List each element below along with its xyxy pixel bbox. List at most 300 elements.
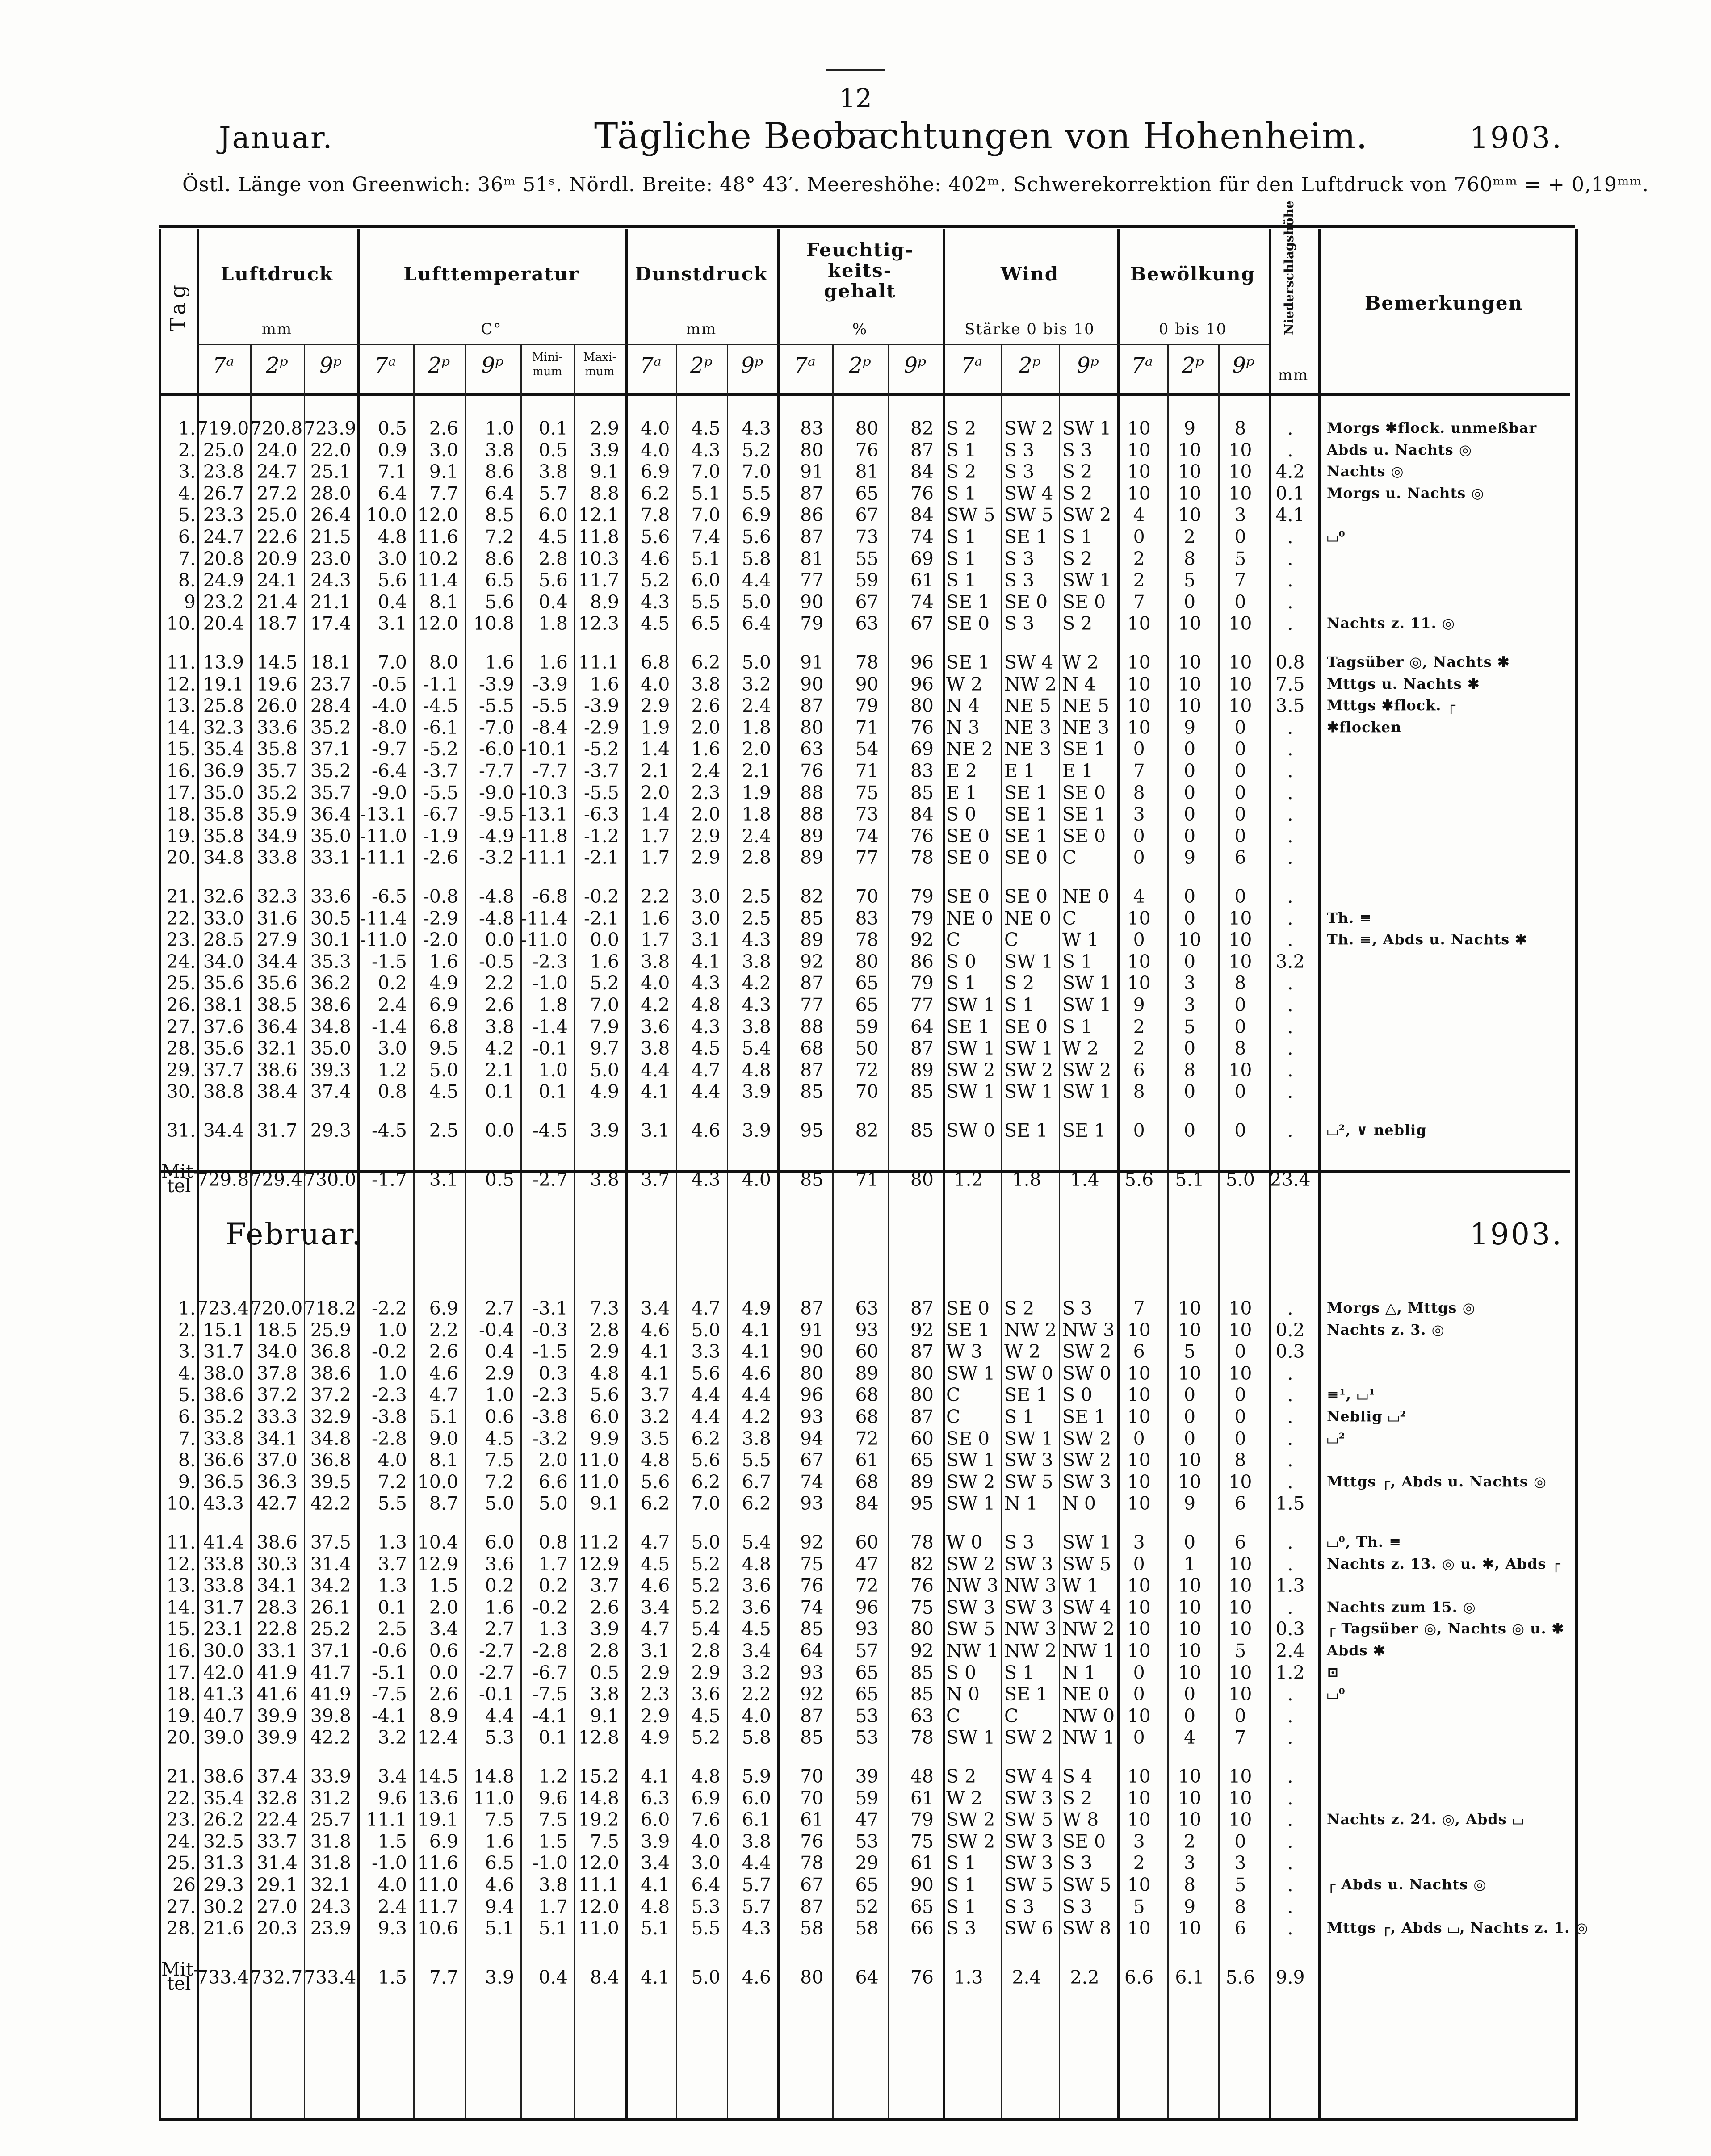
- vapour-pressure-value: 3.2: [641, 1406, 670, 1428]
- temperature-max-value: 0.0: [590, 929, 619, 951]
- humidity-value: 80: [910, 1384, 934, 1406]
- pressure-value: 39.9: [256, 1727, 298, 1749]
- temperature-min-value: 0.1: [538, 418, 568, 439]
- wind-value: SE 1: [1062, 804, 1106, 825]
- pressure-value: 25.0: [203, 439, 244, 461]
- mittel-cloud: 5.6: [1225, 1967, 1255, 1989]
- wind-value: SW 3: [1004, 1449, 1053, 1471]
- humidity-value: 75: [910, 1596, 934, 1618]
- pressure-value: 36.4: [310, 804, 351, 825]
- day-label: 24.: [166, 1830, 196, 1852]
- vapour-pressure-value: 6.0: [641, 1809, 670, 1831]
- vapour-pressure-value: 5.1: [691, 482, 721, 504]
- wind-value: N 3: [946, 716, 980, 738]
- pressure-value: 31.6: [256, 907, 298, 929]
- vapour-pressure-value: 4.3: [742, 1917, 771, 1939]
- vapour-pressure-value: 7.0: [691, 1493, 721, 1515]
- pressure-value: 25.0: [256, 504, 298, 526]
- vapour-pressure-value: 3.1: [641, 1120, 670, 1141]
- remark-text: ≡¹, ⌴¹: [1327, 1386, 1376, 1403]
- pressure-value: 21.1: [310, 591, 351, 613]
- wind-value: S 3: [1062, 439, 1093, 461]
- wind-value: SW 1: [1062, 972, 1111, 994]
- humidity-value: 87: [800, 1705, 824, 1727]
- pressure-value: 26.2: [203, 1809, 244, 1831]
- precipitation-value: .: [1287, 1766, 1293, 1787]
- temperature-min-value: 1.6: [538, 652, 568, 673]
- temperature-min-value: -1.4: [532, 1016, 568, 1038]
- vapour-pressure-value: 4.3: [641, 591, 670, 613]
- bewoelkung-t9-header: 9ᵖ: [1232, 353, 1255, 378]
- temperature-value: -4.8: [478, 907, 514, 929]
- cloud-value: 0: [1234, 1406, 1246, 1428]
- precipitation-value: 0.2: [1275, 1319, 1305, 1341]
- cloud-value: 10: [1178, 1917, 1202, 1939]
- wind-value: S 4: [1062, 1766, 1093, 1787]
- pressure-value: 720.8: [250, 418, 303, 439]
- day-label: 23.: [166, 1809, 196, 1831]
- wind-value: S 1: [946, 1874, 977, 1896]
- wind-value: SE 0: [1004, 886, 1048, 907]
- temperature-max-value: 4.9: [590, 1081, 619, 1103]
- wind-value: S 1: [946, 548, 977, 569]
- temperature-value: 4.6: [485, 1874, 514, 1896]
- cloud-value: 10: [1229, 1662, 1252, 1683]
- vapour-pressure-value: 4.9: [742, 1298, 771, 1319]
- humidity-value: 93: [855, 1319, 879, 1341]
- humidity-value: 80: [910, 1618, 934, 1640]
- vapour-pressure-value: 2.4: [742, 695, 771, 717]
- wind-value: S 1: [1062, 1016, 1093, 1038]
- humidity-value: 53: [855, 1830, 879, 1852]
- cloud-value: 0: [1133, 1662, 1145, 1683]
- pressure-value: 38.6: [310, 994, 351, 1016]
- temperature-value: 7.1: [377, 461, 407, 483]
- temperature-min-value: -6.7: [532, 1662, 568, 1683]
- temperature-value: -4.9: [478, 825, 514, 847]
- cloud-value: 7: [1133, 760, 1145, 782]
- wind-value: NE 0: [946, 907, 993, 929]
- cloud-value: 10: [1178, 1640, 1202, 1662]
- humidity-value: 70: [800, 1766, 824, 1787]
- vapour-pressure-value: 7.8: [641, 504, 670, 526]
- temperature-min-value: 9.6: [538, 1787, 568, 1809]
- cloud-value: 7: [1234, 1727, 1246, 1749]
- pressure-value: 23.1: [203, 1618, 244, 1640]
- pressure-value: 723.4: [197, 1298, 249, 1319]
- pressure-value: 22.8: [256, 1618, 298, 1640]
- wind-value: SE 0: [1062, 782, 1106, 804]
- vapour-pressure-value: 5.7: [742, 1874, 771, 1896]
- temperature-value: 2.2: [429, 1319, 458, 1341]
- wind-value: S 2: [1062, 461, 1093, 483]
- cloud-value: 3: [1183, 1852, 1196, 1874]
- temperature-min-value: -1.0: [532, 1852, 568, 1874]
- cloud-value: 10: [1178, 613, 1202, 635]
- wind-value: S 0: [946, 950, 977, 972]
- temperature-value: 3.4: [377, 1766, 407, 1787]
- vapour-pressure-value: 5.5: [691, 591, 721, 613]
- temperature-value: 1.6: [485, 1830, 514, 1852]
- column-header-bemerkungen: Bemerkungen: [1364, 292, 1523, 314]
- wind-value: W 2: [1004, 1341, 1041, 1363]
- precipitation-value: 7.5: [1275, 673, 1305, 695]
- cloud-value: 10: [1229, 1787, 1252, 1809]
- temperature-max-value: 11.0: [578, 1471, 619, 1493]
- wind-value: SE 1: [946, 1319, 990, 1341]
- mittel-precipitation: 9.9: [1275, 1967, 1305, 1989]
- vapour-pressure-value: 4.1: [691, 950, 721, 972]
- temperature-value: 7.5: [485, 1809, 514, 1831]
- temperature-value: 9.0: [429, 1428, 458, 1449]
- pressure-value: 23.2: [203, 591, 244, 613]
- wind-value: NE 0: [1062, 886, 1109, 907]
- wind-value: SW 0: [946, 1120, 995, 1141]
- cloud-value: 8: [1183, 548, 1196, 569]
- wind-value: W 1: [1062, 1575, 1099, 1597]
- pressure-value: 34.9: [256, 825, 298, 847]
- humidity-value: 89: [910, 1059, 934, 1081]
- cloud-value: 0: [1183, 738, 1196, 760]
- lufttemperatur-t2-header: 2ᵖ: [428, 353, 450, 378]
- vapour-pressure-value: 5.0: [742, 591, 771, 613]
- humidity-value: 76: [910, 716, 934, 738]
- humidity-value: 85: [910, 1662, 934, 1683]
- cloud-value: 10: [1127, 1319, 1151, 1341]
- cloud-value: 2: [1133, 569, 1145, 591]
- humidity-value: 68: [855, 1384, 879, 1406]
- vapour-pressure-value: 7.0: [742, 461, 771, 483]
- humidity-value: 74: [800, 1471, 824, 1493]
- temperature-max-value: 3.9: [590, 439, 619, 461]
- humidity-value: 61: [855, 1449, 879, 1471]
- pressure-value: 32.8: [256, 1787, 298, 1809]
- mittel-cloud: 6.6: [1124, 1967, 1154, 1989]
- temperature-min-value: -2.3: [532, 950, 568, 972]
- vapour-pressure-value: 3.9: [742, 1081, 771, 1103]
- column-header-lufttemperatur: Lufttemperatur: [403, 263, 579, 285]
- cloud-value: 10: [1178, 1471, 1202, 1493]
- cloud-value: 0: [1183, 1384, 1196, 1406]
- year-label: 1903.: [1470, 121, 1563, 155]
- humidity-value: 81: [855, 461, 879, 483]
- temperature-value: 9.4: [485, 1896, 514, 1917]
- day-label: 29.: [166, 1059, 196, 1081]
- wind-value: C: [946, 1406, 960, 1428]
- month-label-januar: Januar.: [219, 121, 334, 155]
- day-label: 9.: [178, 1471, 196, 1493]
- precipitation-value: .: [1287, 548, 1293, 569]
- vapour-pressure-value: 2.8: [691, 1640, 721, 1662]
- vapour-pressure-value: 5.5: [742, 482, 771, 504]
- pressure-value: 28.0: [310, 482, 351, 504]
- temperature-max-value: 5.2: [590, 972, 619, 994]
- temperature-value: 0.0: [485, 1120, 514, 1141]
- pressure-value: 38.0: [203, 1362, 244, 1384]
- vapour-pressure-value: 5.6: [641, 1471, 670, 1493]
- temperature-max-value: -3.7: [583, 760, 619, 782]
- pressure-value: 23.3: [203, 504, 244, 526]
- pressure-value: 36.6: [203, 1449, 244, 1471]
- temperature-max-value: 11.0: [578, 1449, 619, 1471]
- wind-value: E 1: [946, 782, 977, 804]
- temperature-value: 6.4: [485, 482, 514, 504]
- wind-value: SW 2: [946, 1553, 995, 1575]
- humidity-value: 85: [910, 1081, 934, 1103]
- wind-value: E 1: [1062, 760, 1094, 782]
- wind-value: C: [1062, 847, 1077, 869]
- temperature-min-value: 2.0: [538, 1449, 568, 1471]
- vapour-pressure-value: 4.6: [641, 548, 670, 569]
- vapour-pressure-value: 2.2: [641, 886, 670, 907]
- humidity-value: 69: [910, 738, 934, 760]
- feuchtigkeit-t9-header: 9ᵖ: [904, 353, 927, 378]
- pressure-value: 22.0: [310, 439, 351, 461]
- vapour-pressure-value: 4.5: [691, 1038, 721, 1059]
- cloud-value: 8: [1234, 972, 1246, 994]
- day-label: 4.: [178, 1362, 196, 1384]
- wind-value: S 3: [1004, 1532, 1035, 1553]
- temperature-value: -2.6: [423, 847, 458, 869]
- humidity-value: 87: [800, 1059, 824, 1081]
- wind-value: SW 4: [1004, 482, 1053, 504]
- vapour-pressure-value: 5.9: [742, 1766, 771, 1787]
- pressure-value: 37.4: [256, 1766, 298, 1787]
- month-label-februar: Februar.: [226, 1217, 363, 1252]
- temperature-value: 8.5: [485, 504, 514, 526]
- day-label: 3.: [178, 461, 196, 483]
- temperature-value: 0.0: [429, 1662, 458, 1683]
- pressure-value: 34.4: [256, 950, 298, 972]
- humidity-value: 59: [855, 569, 879, 591]
- wind-value: SW 5: [1004, 1809, 1053, 1831]
- wind-value: W 0: [946, 1532, 983, 1553]
- humidity-value: 60: [910, 1428, 934, 1449]
- vapour-pressure-value: 6.0: [742, 1787, 771, 1809]
- vapour-pressure-value: 4.0: [641, 439, 670, 461]
- temperature-value: -6.4: [371, 760, 407, 782]
- wind-value: SW 3: [1004, 1596, 1053, 1618]
- cloud-value: 3: [1183, 994, 1196, 1016]
- wind-value: S 1: [946, 439, 977, 461]
- temperature-value: 8.0: [429, 652, 458, 673]
- wind-value: SW 1: [1062, 418, 1111, 439]
- humidity-value: 86: [910, 950, 934, 972]
- vapour-pressure-value: 3.8: [742, 950, 771, 972]
- humidity-value: 39: [855, 1766, 879, 1787]
- cloud-value: 10: [1127, 1471, 1151, 1493]
- humidity-value: 60: [855, 1532, 879, 1553]
- humidity-value: 93: [800, 1406, 824, 1428]
- vapour-pressure-value: 3.2: [742, 1662, 771, 1683]
- temperature-value: -11.0: [360, 929, 407, 951]
- wind-value: NW 2: [1062, 1618, 1115, 1640]
- cloud-value: 2: [1133, 1038, 1145, 1059]
- humidity-value: 90: [800, 673, 824, 695]
- humidity-value: 67: [800, 1449, 824, 1471]
- precipitation-value: 3.2: [1275, 950, 1305, 972]
- temperature-min-value: -3.2: [532, 1428, 568, 1449]
- vapour-pressure-value: 4.4: [742, 569, 771, 591]
- pressure-value: 24.7: [256, 461, 298, 483]
- remark-text: ⌴⁰, Th. ≡: [1327, 1533, 1402, 1550]
- remark-text: ⌴², ∨ neblig: [1327, 1122, 1427, 1139]
- vapour-pressure-value: 5.3: [691, 1896, 721, 1917]
- temperature-value: 4.0: [377, 1449, 407, 1471]
- table-bottom-rule: [159, 2118, 1575, 2121]
- humidity-value: 65: [855, 482, 879, 504]
- cloud-value: 0: [1183, 907, 1196, 929]
- humidity-value: 82: [855, 1120, 879, 1141]
- temperature-value: 2.1: [485, 1059, 514, 1081]
- day-label: 26.: [166, 994, 196, 1016]
- temperature-value: 0.1: [377, 1596, 407, 1618]
- pressure-value: 35.8: [256, 738, 298, 760]
- temperature-value: -6.0: [478, 738, 514, 760]
- temperature-min-value: 5.0: [538, 1493, 568, 1515]
- cloud-value: 10: [1229, 1298, 1252, 1319]
- humidity-value: 68: [855, 1406, 879, 1428]
- wind-value: S 3: [1004, 569, 1035, 591]
- precipitation-value: .: [1287, 1471, 1293, 1493]
- temperature-min-value: -11.1: [520, 847, 568, 869]
- pressure-value: 42.7: [256, 1493, 298, 1515]
- temperature-value: 10.2: [417, 548, 458, 569]
- vapour-pressure-value: 5.0: [691, 1532, 721, 1553]
- cloud-value: 10: [1229, 1809, 1252, 1831]
- wind-value: S 3: [1004, 613, 1035, 635]
- humidity-value: 83: [855, 907, 879, 929]
- vapour-pressure-value: 3.5: [641, 1428, 670, 1449]
- vapour-pressure-value: 2.8: [742, 847, 771, 869]
- sub-column-rule: [1059, 344, 1060, 2121]
- humidity-value: 81: [800, 548, 824, 569]
- pressure-value: 33.8: [203, 1575, 244, 1597]
- precipitation-value: .: [1287, 994, 1293, 1016]
- pressure-value: 34.2: [310, 1575, 351, 1597]
- pressure-value: 26.1: [310, 1596, 351, 1618]
- pressure-value: 24.7: [203, 526, 244, 548]
- vapour-pressure-value: 3.0: [691, 1852, 721, 1874]
- pressure-value: 15.1: [203, 1319, 244, 1341]
- lufttemperatur-t7-header: 7ᵃ: [374, 353, 396, 378]
- precipitation-value: .: [1287, 1406, 1293, 1428]
- temperature-value: 6.9: [429, 1830, 458, 1852]
- humidity-value: 65: [855, 1874, 879, 1896]
- humidity-value: 80: [800, 716, 824, 738]
- temperature-min-value: -7.5: [532, 1683, 568, 1705]
- temperature-min-value: 1.7: [538, 1553, 568, 1575]
- humidity-value: 76: [800, 760, 824, 782]
- wind-value: SE 0: [1062, 825, 1106, 847]
- vapour-pressure-value: 1.7: [641, 825, 670, 847]
- temperature-value: 3.8: [485, 1016, 514, 1038]
- pressure-value: 22.4: [256, 1809, 298, 1831]
- cloud-value: 9: [1183, 418, 1196, 439]
- humidity-value: 80: [855, 418, 879, 439]
- wind-value: N 1: [1004, 1493, 1038, 1515]
- temperature-value: 8.9: [429, 1705, 458, 1727]
- cloud-value: 5: [1133, 1896, 1145, 1917]
- day-label: 7.: [178, 548, 196, 569]
- temperature-max-value: -6.3: [583, 804, 619, 825]
- pressure-value: 35.3: [310, 950, 351, 972]
- wind-value: SE 0: [946, 613, 990, 635]
- vapour-pressure-value: 6.7: [742, 1471, 771, 1493]
- page-title: Tägliche Beobachtungen von Hohenheim.: [594, 115, 1368, 157]
- precipitation-value: .: [1287, 1532, 1293, 1553]
- temperature-min-value: 6.0: [538, 504, 568, 526]
- vapour-pressure-value: 2.4: [691, 760, 721, 782]
- unit-label-feuchtigkeit: %: [852, 320, 868, 338]
- cloud-value: 0: [1234, 1016, 1246, 1038]
- wind-value: S 1: [946, 526, 977, 548]
- pressure-value: 35.2: [203, 1406, 244, 1428]
- wind-value: W 3: [946, 1341, 983, 1363]
- cloud-value: 3: [1183, 972, 1196, 994]
- humidity-value: 91: [800, 461, 824, 483]
- humidity-value: 61: [910, 1852, 934, 1874]
- precipitation-value: .: [1287, 1038, 1293, 1059]
- pressure-value: 37.7: [203, 1059, 244, 1081]
- wind-value: SE 0: [946, 1428, 990, 1449]
- humidity-value: 82: [910, 1553, 934, 1575]
- day-label: 5.: [178, 1384, 196, 1406]
- wind-value: SW 2: [946, 1830, 995, 1852]
- pressure-value: 32.3: [256, 886, 298, 907]
- mittel-pressure: 730.0: [304, 1169, 356, 1190]
- vapour-pressure-value: 4.7: [691, 1059, 721, 1081]
- vapour-pressure-value: 4.6: [742, 1362, 771, 1384]
- humidity-value: 80: [800, 439, 824, 461]
- cloud-value: 0: [1183, 1532, 1196, 1553]
- humidity-value: 76: [800, 1830, 824, 1852]
- temperature-value: 10.6: [417, 1917, 458, 1939]
- vapour-pressure-value: 4.8: [641, 1449, 670, 1471]
- luftdruck-t7-header: 7ᵃ: [212, 353, 235, 378]
- humidity-value: 93: [855, 1618, 879, 1640]
- pressure-value: 34.8: [310, 1428, 351, 1449]
- temperature-value: -11.4: [360, 907, 407, 929]
- cloud-value: 0: [1133, 1683, 1145, 1705]
- humidity-value: 69: [910, 548, 934, 569]
- pressure-value: 37.1: [310, 738, 351, 760]
- temperature-value: -1.9: [423, 825, 458, 847]
- precipitation-value: 4.1: [1275, 504, 1305, 526]
- pressure-value: 23.7: [310, 673, 351, 695]
- cloud-value: 0: [1234, 994, 1246, 1016]
- vapour-pressure-value: 6.4: [742, 613, 771, 635]
- temperature-value: -13.1: [360, 804, 407, 825]
- remark-text: Tagsüber ◎, Nachts ✱: [1327, 653, 1510, 670]
- vapour-pressure-value: 6.5: [691, 613, 721, 635]
- wind-value: W 2: [946, 1787, 983, 1809]
- pressure-value: 38.8: [203, 1081, 244, 1103]
- pressure-value: 37.6: [203, 1016, 244, 1038]
- vapour-pressure-value: 2.1: [742, 760, 771, 782]
- humidity-value: 54: [855, 738, 879, 760]
- cloud-value: 10: [1178, 652, 1202, 673]
- cloud-value: 10: [1178, 929, 1202, 951]
- vapour-pressure-value: 4.8: [691, 994, 721, 1016]
- temperature-value: 3.2: [377, 1727, 407, 1749]
- remark-text: Neblig ⌴²: [1327, 1408, 1407, 1425]
- pressure-value: 14.5: [256, 652, 298, 673]
- cloud-value: 9: [1133, 994, 1145, 1016]
- humidity-value: 50: [855, 1038, 879, 1059]
- cloud-value: 0: [1234, 591, 1246, 613]
- precipitation-value: .: [1287, 1896, 1293, 1917]
